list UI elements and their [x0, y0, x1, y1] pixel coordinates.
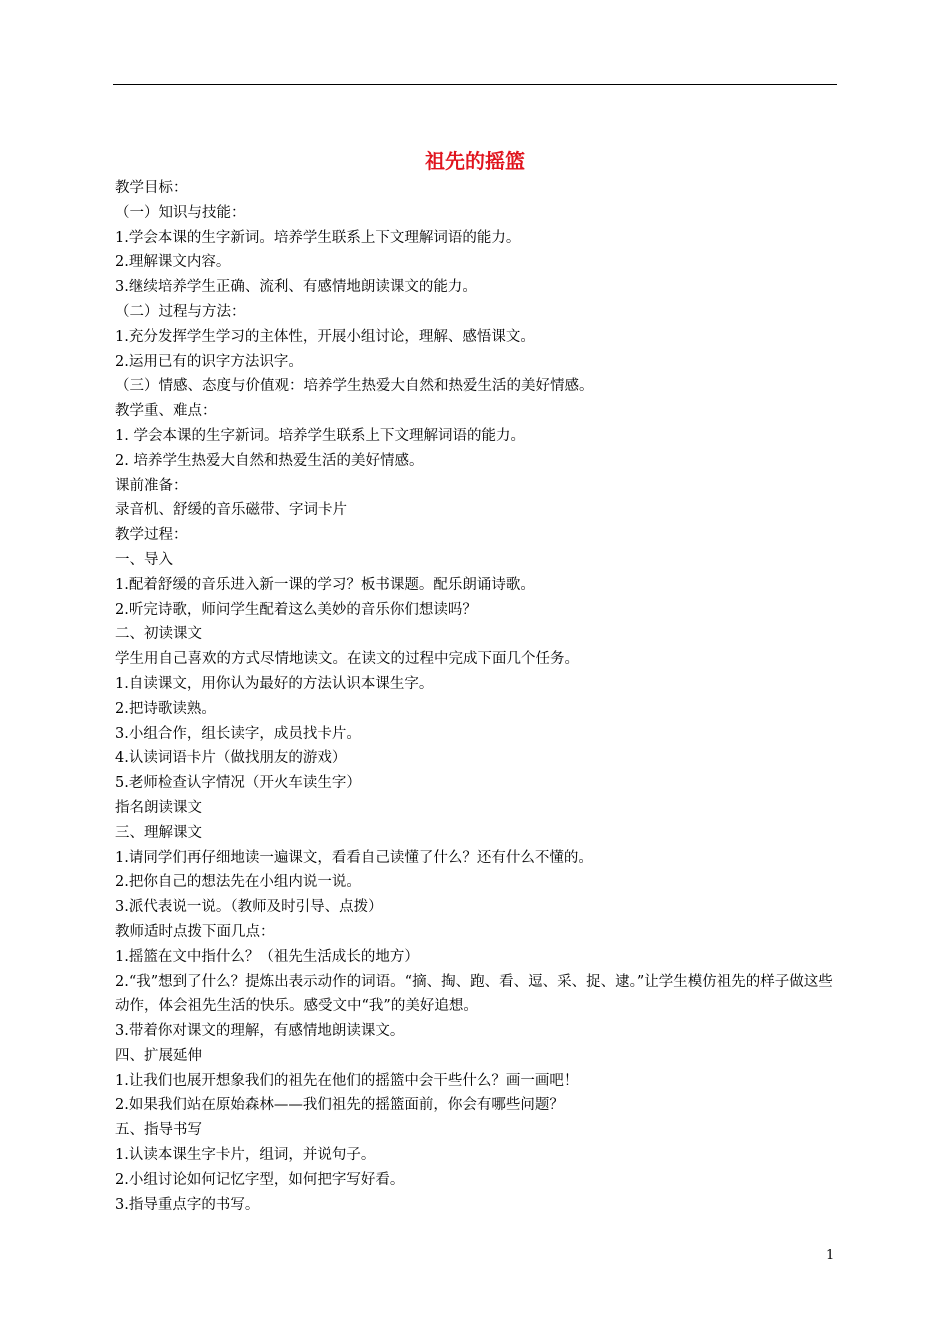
text-line: 2.理解课文内容。 [115, 254, 231, 271]
text-line: 2. 培养学生热爱大自然和热爱生活的美好情感。 [115, 452, 424, 469]
text-line: 4.认读词语卡片（做找朋友的游戏） [115, 750, 347, 767]
text-line: 1.认读本课生字卡片，组词，并说句子。 [115, 1147, 376, 1164]
text-line: 3.继续培养学生正确、流利、有感情地朗读课文的能力。 [115, 279, 477, 296]
text-line: 录音机、舒缓的音乐磁带、字词卡片 [115, 502, 347, 519]
text-line: 教学过程： [115, 527, 188, 544]
text-line: 2.“我”想到了什么？提炼出表示动作的词语。“摘、掏、跑、看、逗、采、捉、逮。”让学生模仿祖先的样子做这些动作，体会祖先生活的快乐。感受文中“我”的美好追想。 [115, 973, 833, 1015]
text-line: 1.充分发挥学生学习的主体性，开展小组讨论，理解、感悟课文。 [115, 328, 535, 345]
page-number: 1 [826, 1248, 835, 1263]
text-line: 三、理解课文 [115, 824, 202, 841]
text-line: 教学目标： [115, 180, 188, 196]
text-line: 1.配着舒缓的音乐进入新一课的学习？板书课题。配乐朗诵诗歌。 [115, 576, 535, 593]
text-line: 二、初读课文 [115, 626, 202, 643]
text-line: 3.带着你对课文的理解，有感情地朗读课文。 [115, 1023, 405, 1040]
text-line: 1.摇篮在文中指什么？（祖先生活成长的地方） [115, 948, 419, 965]
text-line: （一）知识与技能： [115, 204, 246, 221]
text-line: 五、指导书写 [115, 1122, 202, 1139]
text-line: 1.学会本课的生字新词。培养学生联系上下文理解词语的能力。 [115, 229, 521, 246]
text-line: 5.老师检查认字情况（开火车读生字） [115, 775, 361, 792]
text-line: 指名朗读课文 [115, 799, 202, 816]
text-line: 2.如果我们站在原始森林——我们祖先的摇篮面前，你会有哪些问题？ [115, 1097, 564, 1114]
text-line: 课前准备： [115, 477, 188, 494]
text-line: 2.运用已有的识字方法识字。 [115, 353, 303, 370]
text-line: （二）过程与方法： [115, 303, 246, 320]
document-title: 祖先的摇篮 [425, 149, 525, 173]
document-body [115, 176, 840, 1217]
text-line: 3.派代表说一说。（教师及时引导、点拨） [115, 899, 383, 916]
text-line: 3.小组合作，组长读字，成员找卡片。 [115, 725, 361, 742]
text-line: （三）情感、态度与价值观：培养学生热爱大自然和热爱生活的美好情感。 [115, 378, 594, 395]
text-line: 1.让我们也展开想象我们的祖先在他们的摇篮中会干些什么？画一画吧！ [115, 1072, 579, 1089]
text-line: 2.听完诗歌，师问学生配着这么美妙的音乐你们想读吗？ [115, 601, 477, 618]
text-line: 3.指导重点字的书写。 [115, 1196, 260, 1213]
text-line: 教师适时点拨下面几点： [115, 923, 275, 940]
header-rule [113, 84, 837, 85]
text-line: 2.把诗歌读熟。 [115, 700, 216, 717]
text-line: 1.请同学们再仔细地读一遍课文，看看自己读懂了什么？还有什么不懂的。 [115, 849, 593, 866]
text-line: 1.自读课文，用你认为最好的方法认识本课生字。 [115, 675, 434, 692]
text-line: 1. 学会本课的生字新词。培养学生联系上下文理解词语的能力。 [115, 427, 525, 444]
text-line: 四、扩展延伸 [115, 1047, 202, 1064]
text-line: 2.小组讨论如何记忆字型，如何把字写好看。 [115, 1171, 405, 1188]
text-line: 一、导入 [115, 551, 173, 568]
text-line: 教学重、难点： [115, 403, 217, 420]
text-line: 2.把你自己的想法先在小组内说一说。 [115, 874, 361, 891]
text-line: 学生用自己喜欢的方式尽情地读文。在读文的过程中完成下面几个任务。 [115, 651, 579, 668]
